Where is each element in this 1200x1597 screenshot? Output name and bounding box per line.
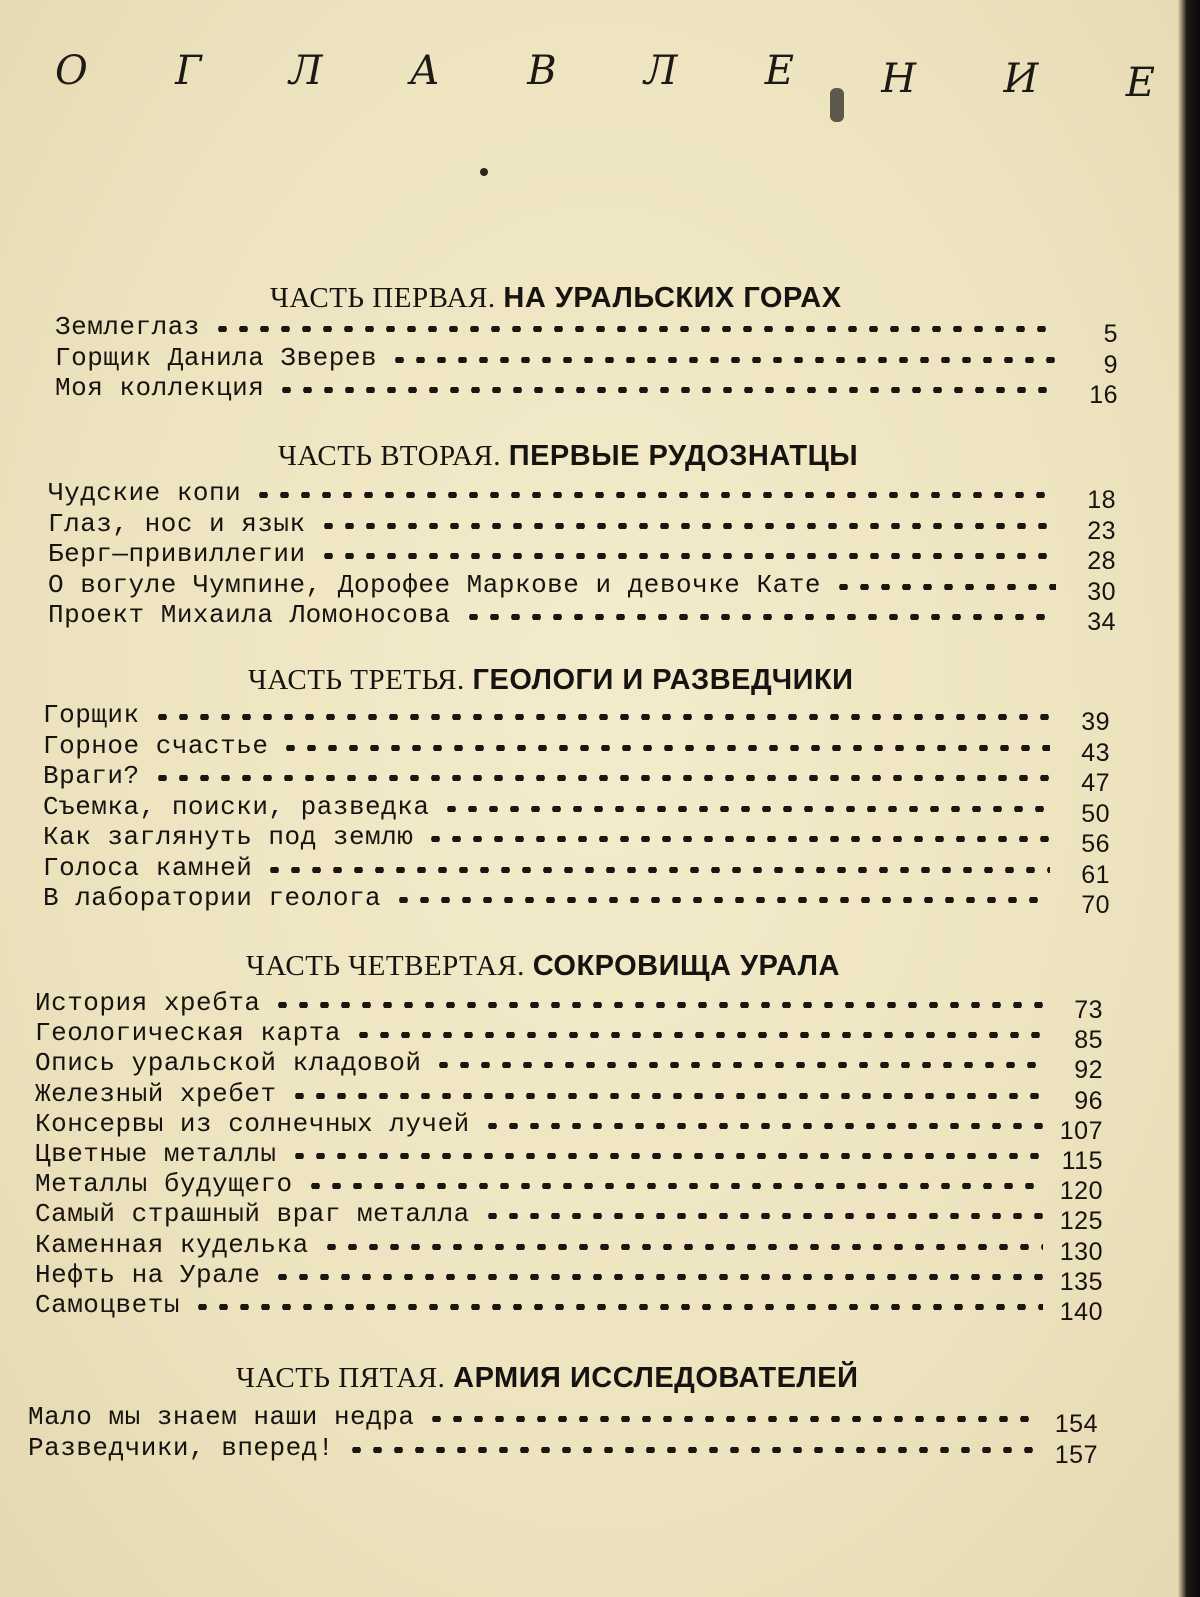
contents-title [55,48,1155,118]
leader-dots [305,1183,1043,1189]
title-letter: Н [881,56,917,102]
toc-entry[interactable] [35,1199,1105,1236]
entry-title: О вогуле Чумпине, Дорофее Маркове и девочке Кате [48,569,821,600]
part-label: ЧАСТЬ ПЕРВАЯ. [270,282,496,314]
toc-entry[interactable] [43,730,1112,767]
entry-title: Цветные металлы [35,1139,277,1169]
toc-entry[interactable] [48,508,1118,545]
toc-entry[interactable] [28,1402,1100,1438]
entry-title: Горщик Данила Зверев [55,342,378,373]
entry-page-number: 125 [1059,1207,1103,1236]
entry-title: Проект Михаила Ломоносова [48,600,451,630]
title-letter: Г [175,48,202,94]
entry-title: Глаз, нос и язык [48,508,306,539]
toc-entry[interactable] [55,373,1120,409]
entry-page-number: 120 [1059,1177,1103,1206]
entry-title: Разведчики, вперед! [28,1433,334,1463]
leader-dots [389,357,1058,363]
leader-dots [318,523,1056,529]
toc-entry[interactable] [48,478,1118,514]
leader-dots [264,867,1050,873]
toc-entry[interactable] [35,988,1105,1024]
entry-page-number: 73 [1074,996,1103,1024]
entry-page-number: 85 [1074,1026,1103,1055]
leader-dots [192,1304,1043,1310]
toc-entry[interactable] [48,569,1118,606]
entry-page-number: 135 [1059,1267,1103,1296]
toc-entry[interactable] [43,761,1112,797]
entry-title: Опись уральской кладовой [35,1048,422,1079]
leader-dots [353,1032,1043,1038]
title-letter: А [409,48,440,94]
title-letter: Л [288,48,323,94]
leader-dots [433,1062,1043,1068]
entry-title: Съемка, поиски, разведка [43,791,430,822]
toc-entry[interactable] [28,1433,1100,1469]
leader-dots [289,1093,1043,1099]
entry-title: Как заглянуть под землю [43,822,414,852]
entry-page-number: 18 [1087,486,1116,514]
title-letter: О [55,48,88,94]
entry-title: Чудские копи [48,478,242,508]
toc-entry[interactable] [35,1290,1105,1326]
toc-entry[interactable] [35,1139,1105,1175]
entry-title: Геологическая карта [35,1018,341,1049]
title-letter: И [1003,56,1039,102]
entry-page-number: 130 [1059,1237,1103,1266]
leader-dots [280,745,1050,751]
ink-dot [480,168,488,176]
part-name: НА УРАЛЬСКИХ ГОРАХ [503,282,842,314]
title-letter: Е [1125,60,1155,106]
leader-dots [393,897,1050,903]
entry-page-number: 96 [1074,1086,1103,1115]
part-heading [246,950,840,983]
toc-entry[interactable] [35,1229,1105,1266]
leader-dots [441,806,1050,812]
leader-dots [425,836,1050,842]
entry-title: Железный хребет [35,1078,277,1109]
leader-dots [152,775,1050,781]
leader-dots [426,1416,1038,1422]
toc-entry[interactable] [43,700,1112,736]
entry-page-number: 140 [1059,1298,1103,1326]
part-label: ЧАСТЬ ЧЕТВЕРТАЯ. [246,950,525,982]
page-edge-shadow [1178,0,1200,1597]
part-heading [270,282,842,315]
entry-page-number: 23 [1087,516,1116,545]
entry-title: Землеглаз [55,312,200,342]
entry-page-number: 92 [1074,1056,1103,1085]
part-label: ЧАСТЬ ТРЕТЬЯ. [248,664,465,696]
part-heading [248,664,854,697]
entry-title: История хребта [35,988,261,1018]
entry-title: Берг—привиллегии [48,539,306,569]
entry-title: Горное счастье [43,730,269,761]
part-label: ЧАСТЬ ПЯТАЯ. [236,1362,446,1394]
entry-page-number: 115 [1061,1147,1103,1175]
toc-entry[interactable] [55,342,1120,379]
entry-page-number: 43 [1081,738,1110,767]
entry-page-number: 28 [1087,547,1116,575]
toc-entry[interactable] [43,852,1112,889]
entry-page-number: 154 [1054,1410,1098,1438]
leader-dots [463,614,1056,620]
entry-page-number: 47 [1081,769,1110,797]
entry-page-number: 16 [1089,381,1118,409]
entry-title: Моя коллекция [55,373,265,403]
toc-entry[interactable] [55,312,1120,348]
leader-dots [272,1002,1043,1008]
entry-page-number: 107 [1059,1116,1103,1145]
toc-entry[interactable] [35,1048,1105,1085]
entry-page-number: 5 [1103,320,1118,348]
toc-entry[interactable] [43,883,1112,919]
entry-title: Самоцветы [35,1290,180,1320]
entry-title: Голоса камней [43,852,253,883]
entry-page-number: 56 [1081,830,1110,858]
leader-dots [321,1244,1043,1250]
entry-title: Мало мы знаем наши недра [28,1402,415,1432]
toc-entry[interactable] [43,822,1112,858]
entry-title: Враги? [43,761,140,791]
leader-dots [276,387,1058,393]
title-letter: В [527,48,557,94]
ink-smudge [830,88,844,122]
toc-entry[interactable] [35,1259,1105,1296]
entry-title: В лаборатории геолога [43,883,382,913]
entry-page-number: 50 [1081,799,1110,828]
part-name: СОКРОВИЩА УРАЛА [532,950,840,982]
entry-page-number: 30 [1087,577,1116,606]
part-name: АРМИЯ ИССЛЕДОВАТЕЛЕЙ [453,1362,859,1394]
leader-dots [152,714,1050,720]
part-label: ЧАСТЬ ВТОРАЯ. [278,440,501,472]
leader-dots [272,1274,1043,1280]
entry-page-number: 61 [1081,860,1110,889]
leader-dots [346,1447,1038,1453]
leader-dots [482,1123,1043,1129]
toc-entry[interactable] [48,539,1118,575]
entry-title: Самый страшный враг металла [35,1199,470,1230]
entry-page-number: 34 [1087,608,1116,636]
entry-title: Металлы будущего [35,1169,293,1200]
leader-dots [318,553,1056,559]
leader-dots [253,492,1056,498]
leader-dots [212,326,1058,332]
toc-entry[interactable] [35,1018,1105,1055]
toc-entry[interactable] [43,791,1112,828]
entry-page-number: 9 [1103,350,1118,379]
toc-entry[interactable] [48,600,1118,636]
toc-entry[interactable] [35,1108,1105,1145]
leader-dots [289,1153,1043,1159]
part-heading [278,440,858,473]
leader-dots [482,1213,1043,1219]
title-letter: Е [764,48,794,94]
entry-page-number: 70 [1081,891,1110,919]
part-name: ПЕРВЫЕ РУДОЗНАТЦЫ [508,440,859,472]
entry-title: Горщик [43,700,140,730]
entry-title: Каменная куделька [35,1229,309,1260]
title-letter: Л [644,48,678,94]
toc-entry[interactable] [35,1078,1105,1115]
entry-title: Консервы из солнечных лучей [35,1108,470,1139]
entry-page-number: 39 [1081,708,1110,736]
part-name: ГЕОЛОГИ И РАЗВЕДЧИКИ [472,664,854,696]
part-heading [236,1362,858,1395]
leader-dots [833,584,1056,590]
toc-entry[interactable] [35,1169,1105,1206]
entry-title: Нефть на Урале [35,1259,261,1290]
entry-page-number: 157 [1054,1441,1098,1469]
